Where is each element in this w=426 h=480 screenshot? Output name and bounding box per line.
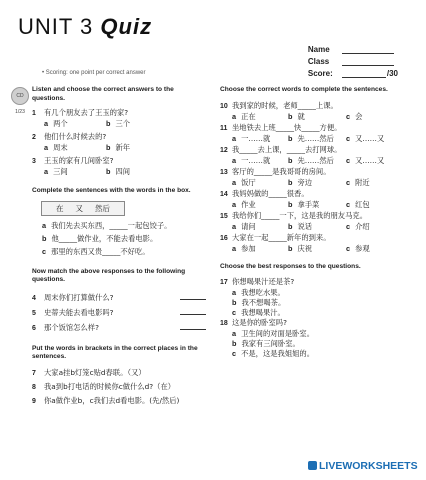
answer-blank[interactable] <box>180 322 206 330</box>
choose-question: 15 我给你们_____一下，这是我的朋友马克。 a 请问 b 说话 c 介绍 <box>220 210 370 231</box>
instruction-listen: Listen and choose the correct answers to the questions. <box>32 86 174 102</box>
option-b[interactable]: 庆祝 <box>297 243 313 253</box>
option-b[interactable]: 先……然后 <box>297 133 334 143</box>
match-question: 6 那个饭馆怎么样? <box>32 322 207 334</box>
option-a[interactable]: 请问 <box>241 221 256 231</box>
instruction-complete: Complete the sentences with the words in the box. <box>32 187 191 194</box>
instruction-choose: Choose the correct words to complete the sentences. <box>220 86 388 93</box>
option-b[interactable]: 拿手菜 <box>297 199 320 209</box>
instruction-match: Now match the above responses to the following questions. <box>32 267 186 283</box>
option-a[interactable]: 我想吃水果。 <box>241 288 285 297</box>
response-question: 17 你想喝果汁还是茶? a 我想吃水果。 b 我不想喝茶。 c 我想喝果汁。 <box>220 277 295 317</box>
class-label: Class <box>307 57 330 66</box>
liveworksheets-logo: LIVEWORKSHEETS <box>308 460 418 472</box>
option-a[interactable]: 饭厅 <box>241 177 256 187</box>
option-c[interactable]: 介绍 <box>355 221 370 231</box>
match-question: 4 周末你们打算做什么? <box>32 292 207 304</box>
option-b[interactable]: 说话 <box>297 221 313 231</box>
place-question: 9 你a做作业b，c我们去d看电影。(先/然后) <box>32 395 180 405</box>
answer-blank[interactable] <box>180 292 206 300</box>
audio-cd-icon[interactable]: CD 1/23 <box>11 87 29 105</box>
choose-question: 10 我到家的时候，老师_____上课。 a 正在 b 就 c 会 <box>220 100 363 121</box>
complete-sentence: c 那里的东西又贵_____不好吃。 <box>42 246 150 256</box>
match-question: 5 史蒂夫能去看电影吗? <box>32 307 207 319</box>
choose-question: 12 我_____去上课，_____去打网球。 a 一……就 b 先……然后 c 又……又 <box>220 144 385 165</box>
logo-icon <box>308 461 317 470</box>
answer-blank[interactable] <box>180 307 206 315</box>
option-c[interactable]: 又……又 <box>355 155 385 165</box>
option-a[interactable]: 三间 <box>53 167 68 176</box>
listen-question: 3 王玉的家有几间卧室? a 三间 b 四间 <box>32 156 131 176</box>
scoring-note: • Scoring: one point per correct answer <box>42 70 146 76</box>
listen-question: 1 有几个朋友去了王玉的家? a 两个 b 三个 <box>32 108 131 128</box>
option-b[interactable]: 我不想喝茶。 <box>241 298 286 307</box>
option-b[interactable]: 四间 <box>115 167 131 176</box>
word-box: 在 又 然后 <box>41 201 125 216</box>
instruction-place: Put the words in brackets in the correct places in the sentences. <box>32 344 198 360</box>
option-b[interactable]: 新年 <box>115 143 131 152</box>
option-c[interactable]: 参观 <box>355 243 370 253</box>
choose-question: 14 我妈妈做的_____很香。 a 作业 b 拿手菜 c 红包 <box>220 188 370 209</box>
complete-sentence: b 他_____做作业，不能去看电影。 <box>42 233 158 243</box>
score-label: Score: <box>307 69 333 78</box>
option-a[interactable]: 卫生间的对面是卧室。 <box>241 329 315 338</box>
option-c[interactable]: 不是，这是我姐姐的。 <box>241 349 315 358</box>
option-c[interactable]: 又……又 <box>355 133 385 143</box>
option-b[interactable]: 先……然后 <box>297 155 334 165</box>
option-b[interactable]: 旁边 <box>297 177 313 187</box>
score-field[interactable] <box>342 69 386 78</box>
option-b[interactable]: 我家有三间卧室。 <box>241 339 300 348</box>
choose-question: 13 客厅的_____是我哥哥的房间。 a 饭厅 b 旁边 c 附近 <box>220 166 370 187</box>
left-column <box>32 86 207 407</box>
option-a[interactable]: 两个 <box>53 119 68 128</box>
page-title: UNIT 3 Quiz <box>18 14 153 39</box>
name-field[interactable] <box>342 45 394 54</box>
place-question: 7 大家a挂b灯笼c贴d春联。（又） <box>32 367 146 377</box>
name-label: Name <box>307 45 330 54</box>
option-a[interactable]: 周末 <box>53 143 68 152</box>
score-total: /30 <box>386 69 398 78</box>
class-field[interactable] <box>342 57 394 66</box>
option-c[interactable]: 附近 <box>355 177 370 187</box>
student-info <box>308 42 398 78</box>
choose-question: 16 大家在一起_____新年的到来。 a 参加 b 庆祝 c 参观 <box>220 232 370 253</box>
response-question: 18 这是你的卧室吗? a 卫生间的对面是卧室。 b 我家有三间卧室。 c 不是，这是我姐姐的。 <box>220 318 315 358</box>
complete-sentence: a 我们先去买东西，_____一起包饺子。 <box>42 220 172 230</box>
instruction-best: Choose the best responses to the questions. <box>220 262 361 270</box>
option-a[interactable]: 作业 <box>241 199 256 209</box>
option-c[interactable]: 红包 <box>355 199 370 209</box>
option-c[interactable]: 我想喝果汁。 <box>241 308 285 317</box>
option-b[interactable]: 三个 <box>115 119 131 128</box>
choose-question: 11 坐地铁去上班_____快_____方便。 a 一……就 b 先……然后 c 又……又 <box>220 122 385 143</box>
option-a[interactable]: 一……就 <box>241 133 271 143</box>
listen-question: 2 他们什么时候去的? a 周末 b 新年 <box>32 132 131 152</box>
option-b[interactable]: 就 <box>297 111 305 121</box>
option-a[interactable]: 正在 <box>241 111 256 121</box>
place-question: 8 我a到b打电话的时候你c做什么d?（在） <box>32 381 176 391</box>
option-c[interactable]: 会 <box>355 111 363 121</box>
right-column <box>220 86 416 359</box>
option-a[interactable]: 参加 <box>241 243 256 253</box>
option-a[interactable]: 一……就 <box>241 155 271 165</box>
